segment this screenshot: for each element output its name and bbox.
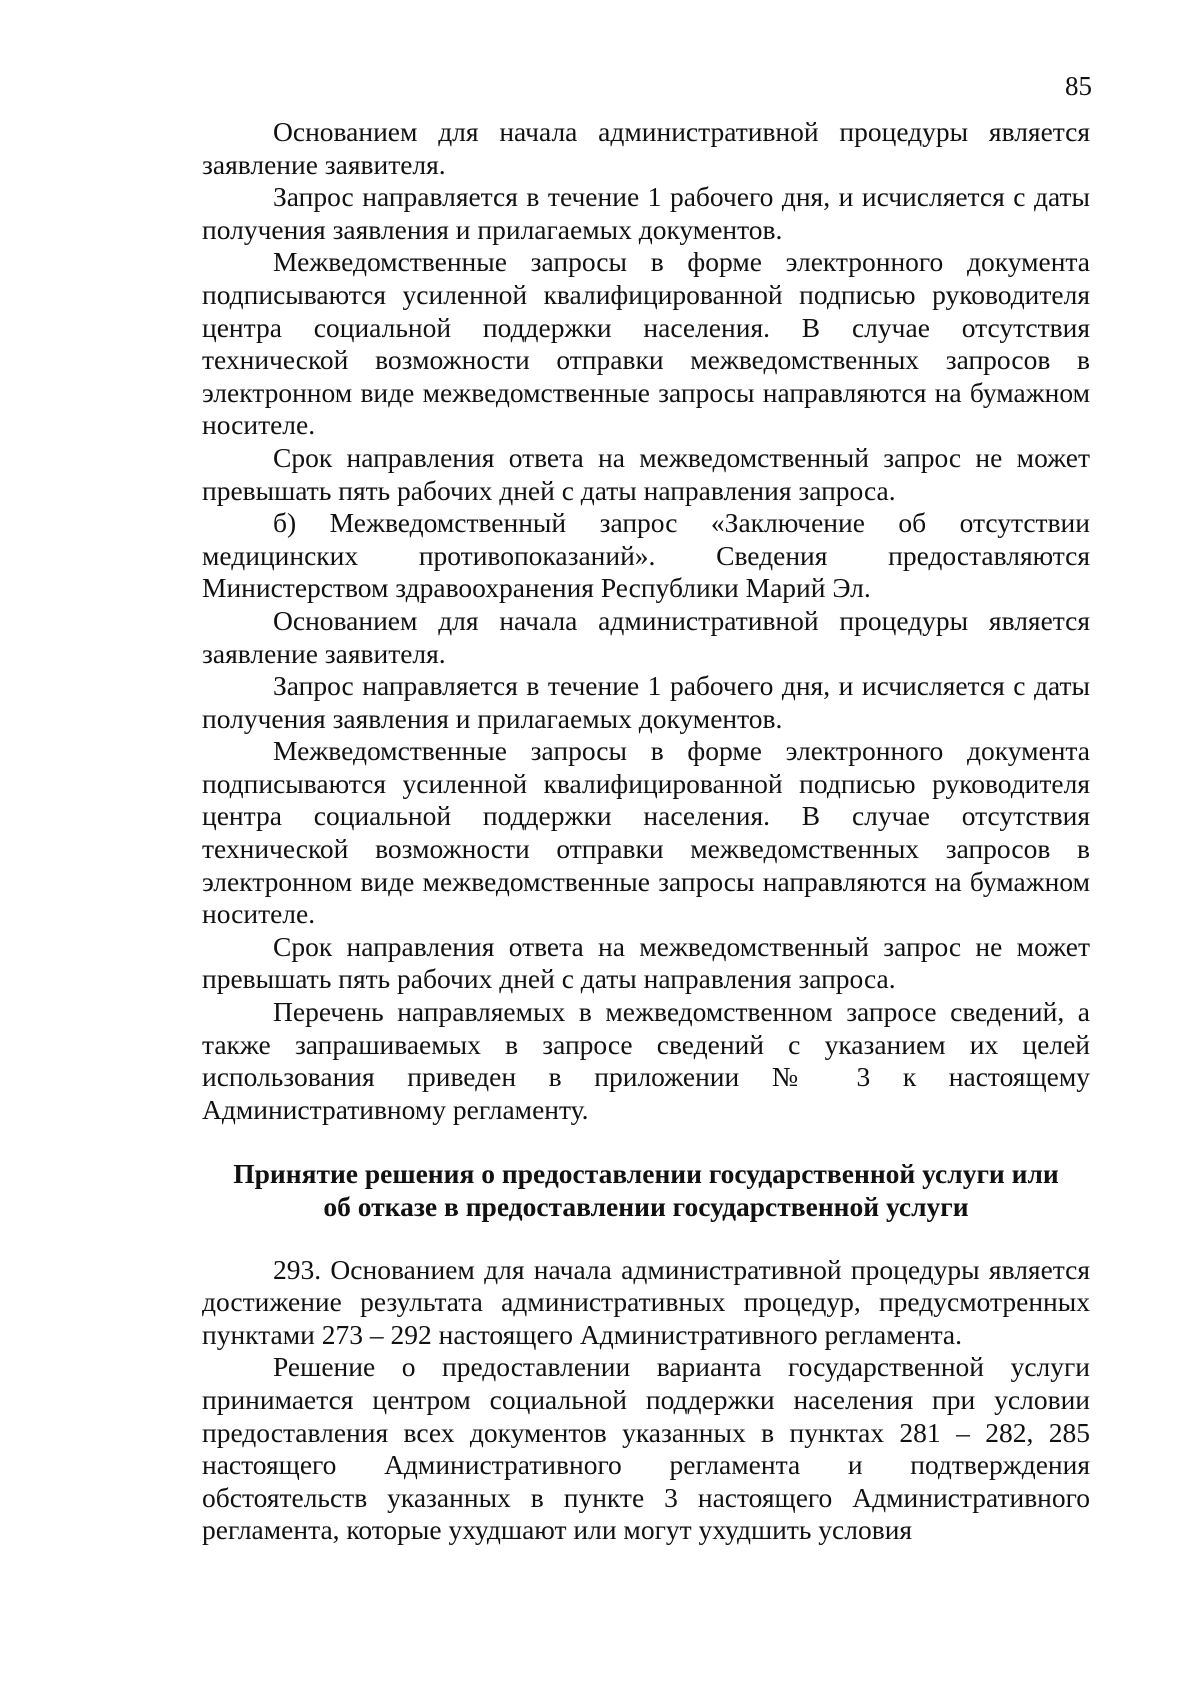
paragraph: Решение о предоставлении варианта государственной услуги принимается центром социальной поддержки населения при условии предоставления всех документов указанных в пунктах 281 – 282, 285 настоящего Административного регламента и подтверждения обстоятельств указанных в пункте 3 настоящего Административного регламента, которые ухудшают или могут ухудшить условия xyxy=(202,1351,1090,1546)
section-heading-line-2: об отказе в предоставлении государственной услуги xyxy=(323,1191,969,1222)
paragraph: Срок направления ответа на межведомственный запрос не может превышать пять рабочих дней с даты направления запроса. xyxy=(202,441,1090,506)
section-heading-line-1: Принятие решения о предоставлении государственной услуги или xyxy=(233,1158,1059,1190)
paragraph: Перечень направляемых в межведомственном запросе сведений, а также запрашиваемых в запросе сведений с указанием их целей использования приведен в приложении № 3 к настоящему Административному регламенту. xyxy=(202,996,1090,1125)
paragraph: б) Межведомственный запрос «Заключение об отсутствии медицинских противопоказаний». Сведения предоставляются Министерством здравоохранения Республики Марий Эл. xyxy=(202,507,1090,604)
paragraph: Основанием для начала административной процедуры является заявление заявителя. xyxy=(202,604,1090,669)
document-body xyxy=(202,116,1090,1547)
paragraph: Межведомственные запросы в форме электронного документа подписываются усиленной квалифицированной подписью руководителя центра социальной поддержки населения. В случае отсутствия технической возможности отправки межведомственных запросов в электронном виде межведомственные запросы направляются на бумажном носителе. xyxy=(202,246,1090,441)
section-heading xyxy=(202,1158,1090,1223)
paragraph: Срок направления ответа на межведомственный запрос не может превышать пять рабочих дней с даты направления запроса. xyxy=(202,930,1090,995)
page-number: 85 xyxy=(1065,71,1092,101)
paragraph: Запрос направляется в течение 1 рабочего дня, и исчисляется с даты получения заявления и прилагаемых документов. xyxy=(202,181,1090,245)
paragraph: Межведомственные запросы в форме электронного документа подписываются усиленной квалифицированной подписью руководителя центра социальной поддержки населения. В случае отсутствия технической возможности отправки межведомственных запросов в электронном виде межведомственные запросы направляются на бумажном носителе. xyxy=(202,735,1090,930)
paragraph: 293. Основанием для начала административной процедуры является достижение результата административных процедур, предусмотренных пунктами 273 – 292 настоящего Административного регламента. xyxy=(202,1253,1090,1350)
paragraph: Основанием для начала административной процедуры является заявление заявителя. xyxy=(202,116,1090,180)
paragraph: Запрос направляется в течение 1 рабочего дня, и исчисляется с даты получения заявления и прилагаемых документов. xyxy=(202,670,1090,734)
